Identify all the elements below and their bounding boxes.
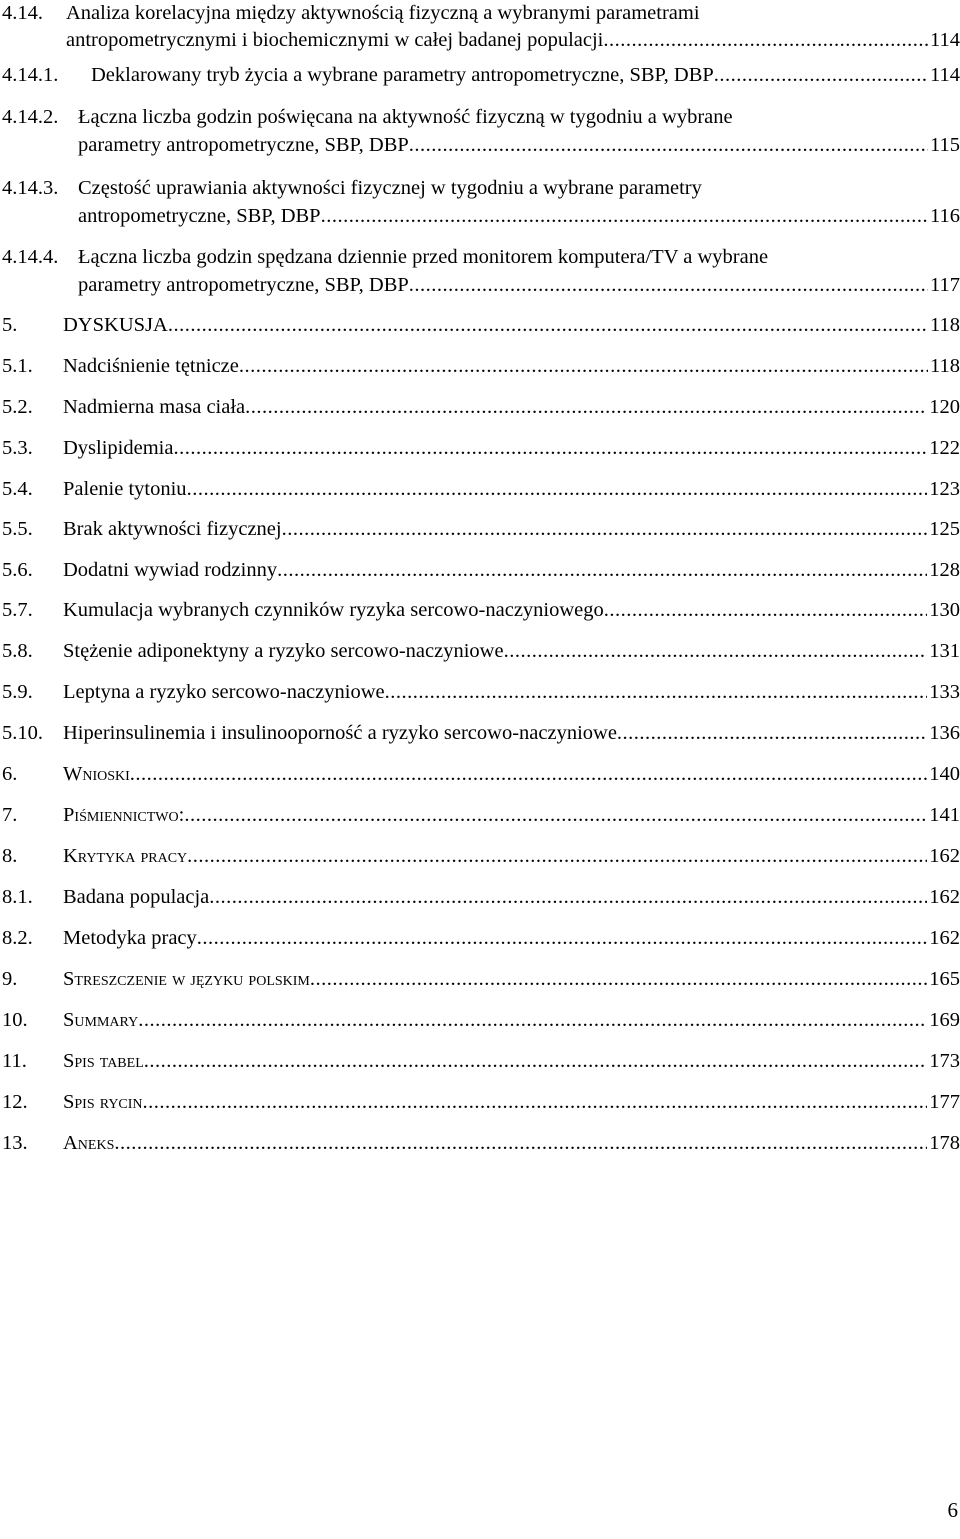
- toc-page: 169: [929, 1009, 960, 1031]
- toc-number: 4.14.2.: [2, 106, 59, 128]
- toc-title: Analiza korelacyjna między aktywnością fizyczną a wybranymi parametrami: [66, 2, 700, 24]
- toc-leader: [187, 843, 927, 870]
- toc-title: Summary: [63, 1009, 139, 1031]
- toc-title: Wnioski: [63, 763, 130, 785]
- toc-leader: [173, 435, 927, 462]
- toc-number: 6.: [2, 763, 18, 785]
- toc-number: 8.: [2, 845, 18, 867]
- toc-number: 7.: [2, 804, 18, 826]
- toc-title: Częstość uprawiania aktywności fizycznej w tygodniu a wybrane parametry: [78, 177, 702, 199]
- toc-number: 9.: [2, 968, 18, 990]
- toc-page: 118: [930, 314, 960, 336]
- toc-number: 4.14.1.: [2, 64, 59, 86]
- toc-page: 162: [929, 927, 960, 949]
- toc-title: Stężenie adiponektyny a ryzyko sercowo-naczyniowe: [63, 640, 504, 662]
- toc-title: Leptyna a ryzyko sercowo-naczyniowe: [63, 681, 385, 703]
- toc-leader: [603, 27, 928, 54]
- toc-leader: [187, 476, 928, 503]
- toc-number: 13.: [2, 1132, 28, 1154]
- toc-title: Łączna liczba godzin poświęcana na aktywność fizyczną w tygodniu a wybrane: [78, 106, 733, 128]
- toc-title: Piśmiennictwo:: [63, 804, 185, 826]
- toc-leader: [245, 394, 927, 421]
- toc-page: 117: [930, 274, 960, 296]
- toc-leader: [197, 925, 927, 952]
- toc-number: 5.2.: [2, 396, 33, 418]
- toc-number: 5.: [2, 314, 18, 336]
- toc-number: 5.9.: [2, 681, 33, 703]
- toc-title: Metodyka pracy: [63, 927, 197, 949]
- toc-title: Spis tabel: [63, 1050, 144, 1072]
- toc-number: 5.3.: [2, 437, 33, 459]
- toc-number: 5.7.: [2, 599, 33, 621]
- toc-number: 4.14.: [2, 2, 43, 24]
- toc-leader: [409, 272, 928, 299]
- toc-page: 114: [930, 29, 960, 51]
- toc-number: 12.: [2, 1091, 28, 1113]
- toc-title: Deklarowany tryb życia a wybrane parametry antropometryczne, SBP, DBP: [91, 64, 714, 86]
- toc-leader: [409, 132, 928, 159]
- toc-page: 115: [930, 134, 960, 156]
- toc-page: 120: [929, 396, 960, 418]
- toc-number: 8.1.: [2, 886, 33, 908]
- toc-title: Dodatni wywiad rodzinny: [63, 559, 278, 581]
- toc-title: Krytyka pracy: [63, 845, 188, 867]
- toc-leader: [617, 720, 927, 747]
- toc-title: Nadmierna masa ciała: [63, 396, 246, 418]
- toc-title: Kumulacja wybranych czynników ryzyka sercowo-naczyniowego: [63, 599, 604, 621]
- toc-title: DYSKUSJA: [63, 314, 168, 336]
- toc-number: 5.4.: [2, 478, 33, 500]
- toc-page: 118: [930, 355, 960, 377]
- toc-title: Nadciśnienie tętnicze: [63, 355, 239, 377]
- toc-number: 5.6.: [2, 559, 33, 581]
- toc-number: 10.: [2, 1009, 28, 1031]
- toc-page: 162: [929, 886, 960, 908]
- toc-number: 5.1.: [2, 355, 33, 377]
- toc-leader: [282, 516, 928, 543]
- toc-title: Dyslipidemia: [63, 437, 174, 459]
- toc-title-continued: antropometrycznymi i biochemicznymi w całej badanej populacji: [66, 29, 604, 51]
- toc-leader: [114, 1130, 927, 1157]
- toc-number: 11.: [2, 1050, 27, 1072]
- toc-page: 141: [929, 804, 960, 826]
- toc-leader: [138, 1007, 927, 1034]
- toc-number: 8.2.: [2, 927, 33, 949]
- toc-leader: [385, 679, 928, 706]
- toc-page: 133: [929, 681, 960, 703]
- toc-title-continued: antropometryczne, SBP, DBP: [78, 205, 321, 227]
- toc-title: Streszczenie w języku polskim: [63, 968, 310, 990]
- toc-title: Hiperinsulinemia i insulinooporność a ryzyko sercowo-naczyniowe: [63, 722, 617, 744]
- toc-leader: [321, 203, 928, 230]
- toc-leader: [239, 353, 928, 380]
- toc-leader: [144, 1048, 928, 1075]
- toc-leader: [604, 597, 927, 624]
- toc-leader: [310, 966, 927, 993]
- toc-leader: [209, 884, 927, 911]
- toc-leader: [504, 638, 928, 665]
- toc-page: 128: [929, 559, 960, 581]
- toc-number: 5.8.: [2, 640, 33, 662]
- toc-page: 122: [929, 437, 960, 459]
- toc-page: 116: [930, 205, 960, 227]
- toc-page: 178: [929, 1132, 960, 1154]
- toc-title: Aneks: [63, 1132, 115, 1154]
- toc-leader: [714, 62, 928, 89]
- toc-leader: [143, 1089, 928, 1116]
- toc-number: 5.10.: [2, 722, 43, 744]
- toc-page: 162: [929, 845, 960, 867]
- toc-leader: [184, 802, 927, 829]
- toc-page: 177: [929, 1091, 960, 1113]
- toc-title: Palenie tytoniu: [63, 478, 187, 500]
- toc-page: 136: [929, 722, 960, 744]
- toc-number: 4.14.3.: [2, 177, 59, 199]
- toc-title: Brak aktywności fizycznej: [63, 518, 282, 540]
- toc-leader: [130, 761, 927, 788]
- toc-page: 123: [929, 478, 960, 500]
- toc-page: 131: [929, 640, 960, 662]
- toc-page: 125: [929, 518, 960, 540]
- toc-page: 114: [930, 64, 960, 86]
- toc-number: 4.14.4.: [2, 246, 59, 268]
- toc-page: 165: [929, 968, 960, 990]
- toc-title: Badana populacja: [63, 886, 210, 908]
- toc-number: 5.5.: [2, 518, 33, 540]
- toc-title: Spis rycin: [63, 1091, 143, 1113]
- toc-page: 173: [929, 1050, 960, 1072]
- toc-title-continued: parametry antropometryczne, SBP, DBP: [78, 134, 409, 156]
- toc-leader: [277, 557, 927, 584]
- toc-page: 130: [929, 599, 960, 621]
- toc-title: Łączna liczba godzin spędzana dziennie przed monitorem komputera/TV a wybrane: [78, 246, 769, 268]
- page-number: 6: [947, 1498, 958, 1522]
- toc-leader: [168, 312, 928, 339]
- toc-page: 140: [929, 763, 960, 785]
- toc-title-continued: parametry antropometryczne, SBP, DBP: [78, 274, 409, 296]
